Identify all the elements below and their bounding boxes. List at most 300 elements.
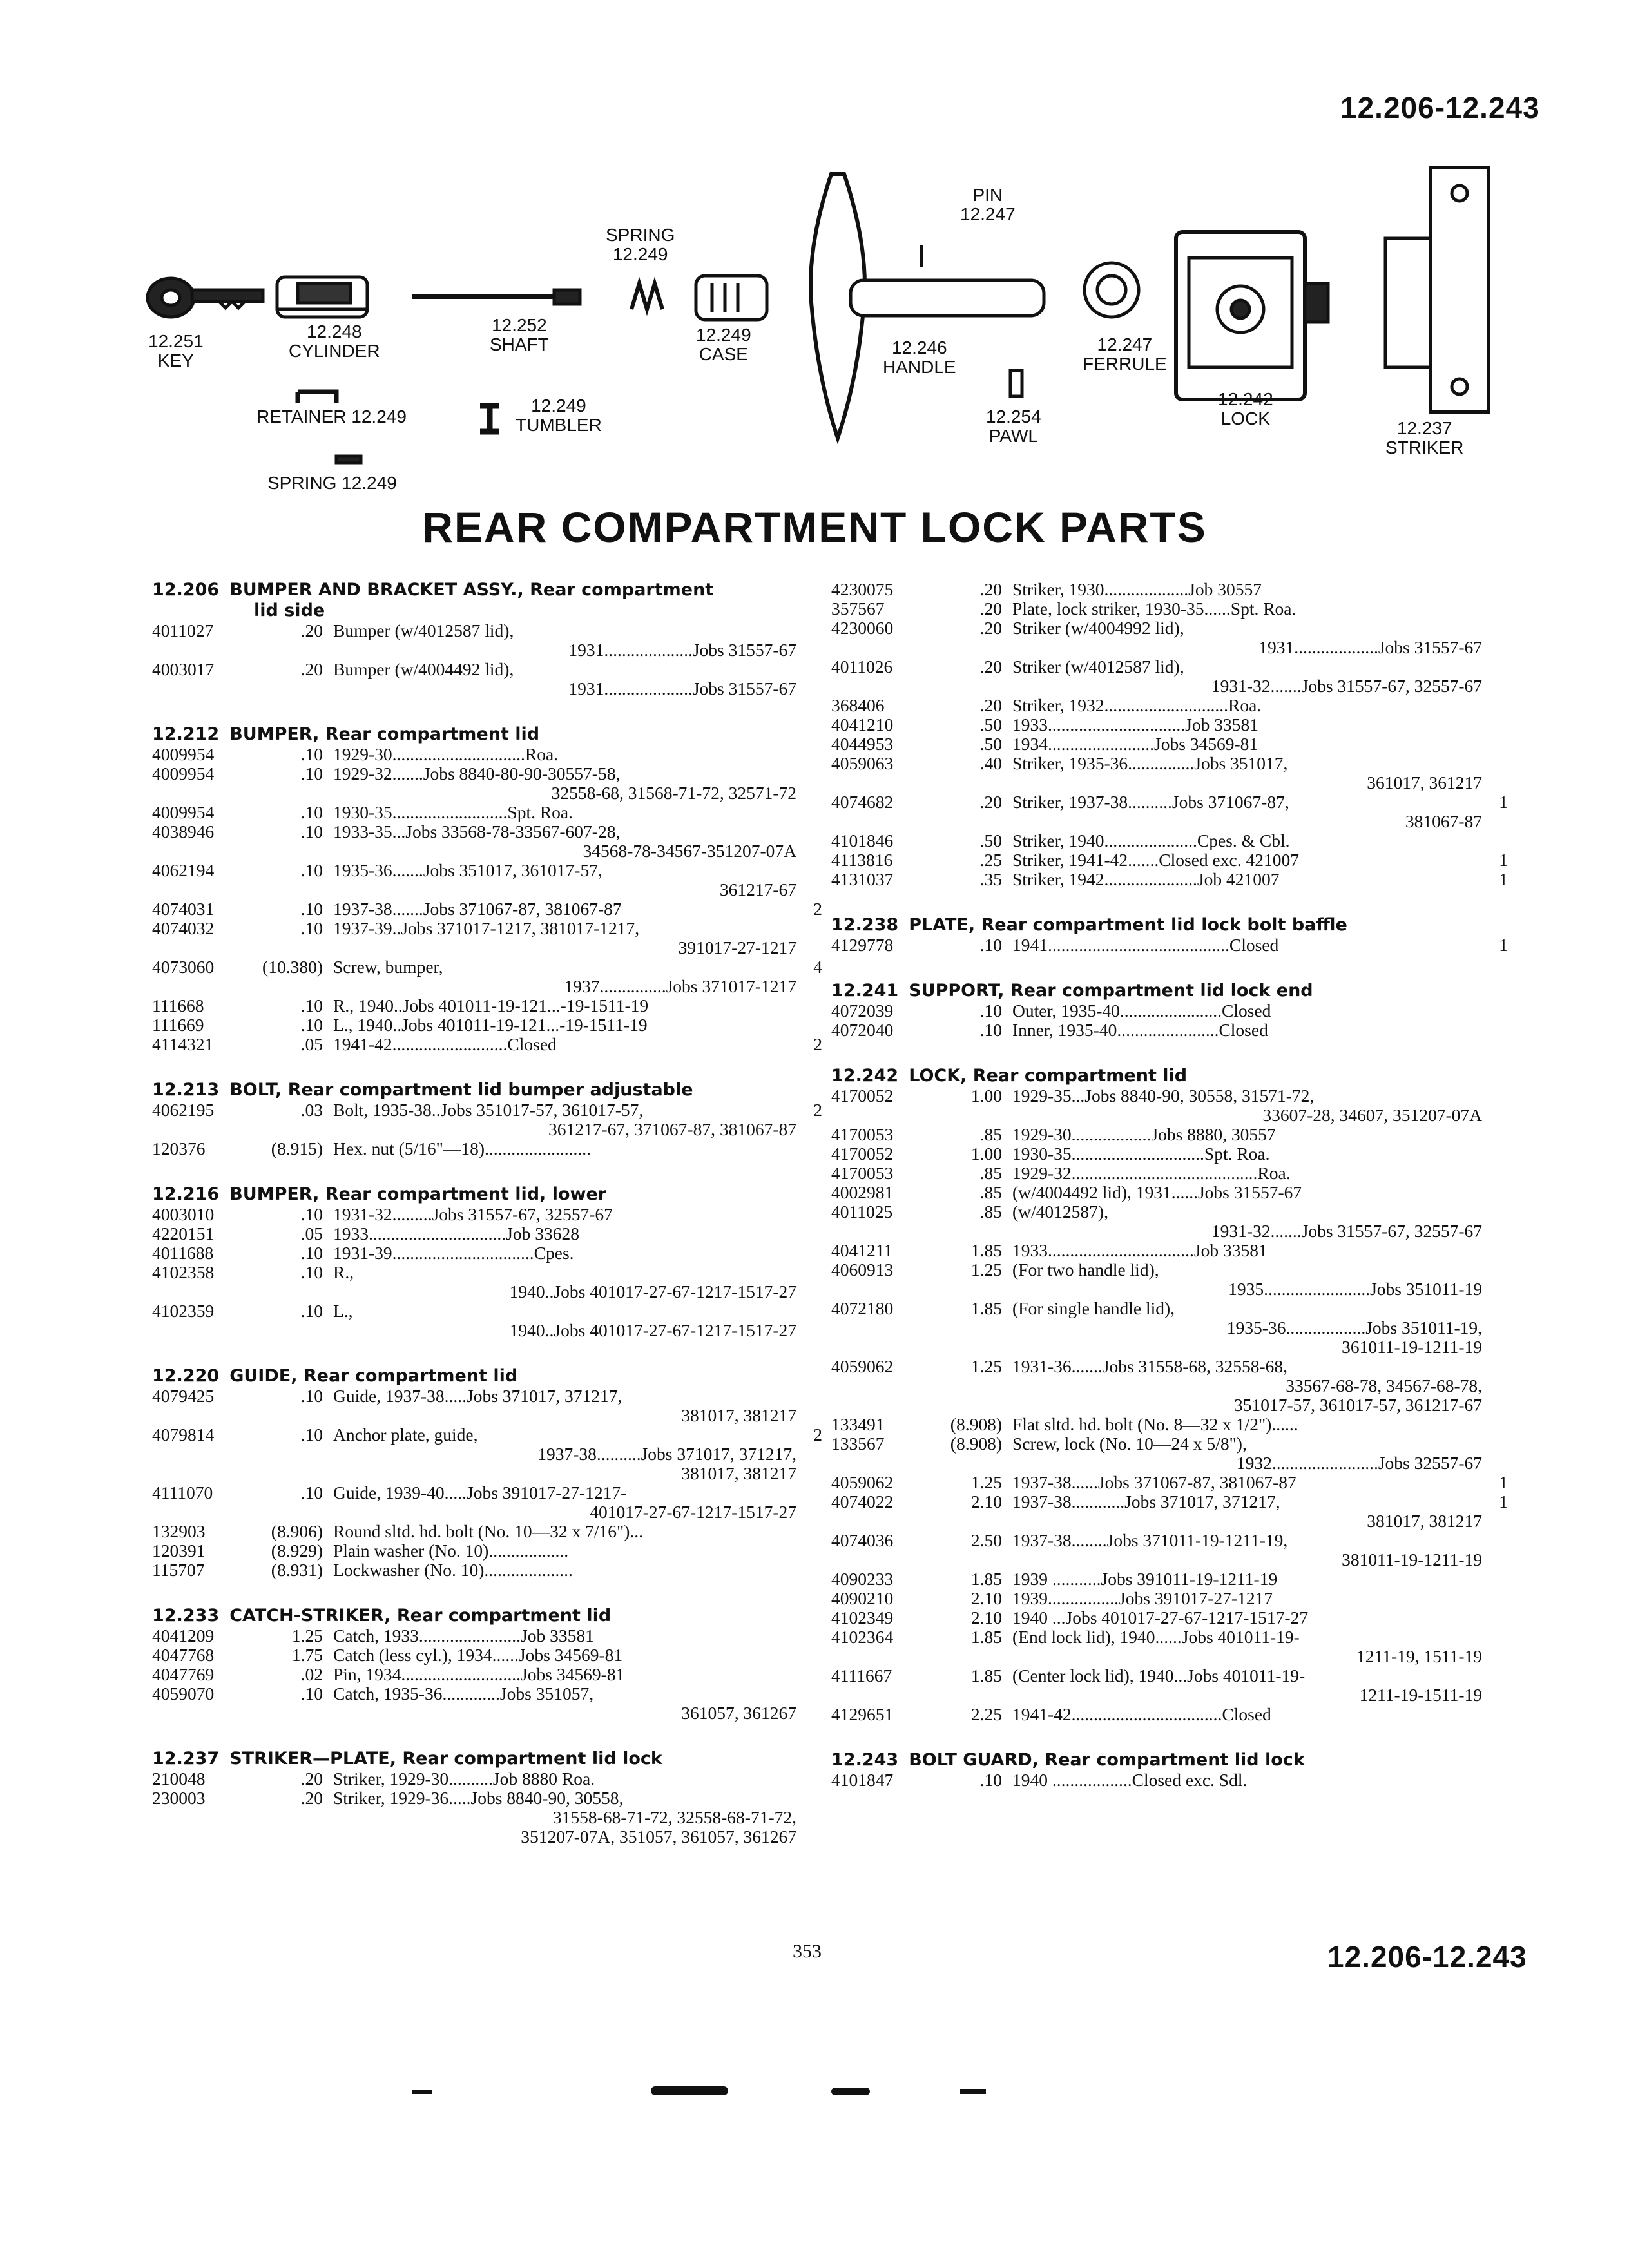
part-number: 132903 xyxy=(152,1521,206,1541)
part-row xyxy=(152,861,822,899)
part-number: 4002981 xyxy=(831,1182,894,1202)
part-quantity xyxy=(1482,1628,1508,1666)
description-line: 1931-39................................Cpes. xyxy=(333,1243,574,1263)
part-price: .25 xyxy=(979,850,1002,870)
description-line: 1937-38.......Jobs 371067-87, 381067-87 xyxy=(333,899,622,919)
section-code: 12.213 xyxy=(152,1080,220,1100)
part-row xyxy=(152,745,822,764)
part-row xyxy=(831,1570,1508,1589)
description-continuation: 1931....................Jobs 31557-67 xyxy=(568,678,796,698)
section-title: BOLT GUARD, Rear compartment lid lock xyxy=(909,1750,1305,1770)
part-quantity xyxy=(1482,1666,1508,1705)
part-description xyxy=(1012,850,1482,870)
part-number: 133567 xyxy=(831,1434,885,1454)
description-continuation: 381067-87 xyxy=(1405,811,1482,831)
part-quantity xyxy=(1482,1241,1508,1260)
part-description xyxy=(333,1483,796,1522)
parts-section xyxy=(152,1366,822,1580)
part-price: 1.25 xyxy=(970,1356,1002,1376)
part-description xyxy=(1012,1608,1482,1628)
part-number: 4011026 xyxy=(831,657,893,677)
part-row xyxy=(152,1425,822,1483)
part-price: .35 xyxy=(979,869,1002,889)
section-code: 12.241 xyxy=(831,981,899,1001)
part-description xyxy=(1012,619,1482,657)
part-description xyxy=(333,899,796,919)
part-row xyxy=(831,1415,1508,1434)
part-price: .05 xyxy=(300,1034,323,1054)
part-number: 115707 xyxy=(152,1560,205,1580)
part-price: .20 xyxy=(979,618,1002,638)
part-row xyxy=(831,1144,1508,1164)
part-description xyxy=(333,1139,796,1158)
part-description xyxy=(1012,1357,1482,1415)
part-quantity xyxy=(796,1224,822,1244)
label-retainer: RETAINER 12.249 xyxy=(256,407,407,427)
part-description xyxy=(333,1684,796,1723)
section-title-cont: lid side xyxy=(254,601,325,620)
part-price: .10 xyxy=(300,1204,323,1224)
part-quantity xyxy=(796,996,822,1015)
parts-list-left-column xyxy=(152,580,822,1872)
part-quantity xyxy=(1482,619,1508,657)
section-code: 12.243 xyxy=(831,1750,899,1770)
description-line: 1933.................................Job 33581 xyxy=(1012,1240,1268,1260)
part-quantity: 1 xyxy=(1499,869,1508,889)
part-row xyxy=(152,660,822,698)
description-line: 1935-36.......Jobs 351017, 361017-57, xyxy=(333,860,602,880)
part-quantity xyxy=(796,1561,822,1580)
part-row xyxy=(831,1531,1508,1570)
part-row xyxy=(152,1263,822,1302)
part-price: .10 xyxy=(300,899,323,919)
part-price: (8.931) xyxy=(271,1560,323,1580)
part-quantity xyxy=(1482,754,1508,793)
part-quantity xyxy=(1482,1589,1508,1608)
description-line: 1931-36.......Jobs 31558-68, 32558-68, xyxy=(1012,1356,1288,1376)
shaft-drawing xyxy=(412,290,580,304)
part-number: 133491 xyxy=(831,1414,885,1434)
part-number: 4113816 xyxy=(831,850,893,870)
part-description xyxy=(1012,1531,1482,1570)
key-drawing xyxy=(148,278,263,317)
part-price: .50 xyxy=(979,831,1002,850)
part-quantity xyxy=(1482,1531,1508,1570)
part-quantity xyxy=(796,745,822,764)
part-row xyxy=(831,657,1508,696)
part-quantity xyxy=(1482,1183,1508,1202)
description-continuation: 1931...................Jobs 31557-67 xyxy=(1258,637,1482,657)
description-continuation: 1935-36..................Jobs 351011-19, 361011-19-1211-19 xyxy=(1226,1318,1482,1357)
part-description xyxy=(333,660,796,698)
part-row xyxy=(152,1302,822,1340)
description-line: L., 1940..Jobs 401011-19-121...-19-1511-19 xyxy=(333,1015,648,1035)
part-row xyxy=(152,1244,822,1263)
part-description xyxy=(1012,599,1482,619)
section-heading xyxy=(831,1066,1508,1086)
parts-section xyxy=(152,580,822,698)
part-description xyxy=(333,861,796,899)
description-continuation: 34568-78-34567-351207-07A xyxy=(583,841,796,861)
part-number: 4073060 xyxy=(152,957,215,977)
part-price: .20 xyxy=(979,695,1002,715)
label-cylinder: 12.248 CYLINDER xyxy=(289,322,380,361)
part-description xyxy=(333,919,796,957)
part-description xyxy=(333,1646,796,1665)
part-number: 4074682 xyxy=(831,792,894,812)
description-line: Striker, 1929-36.....Jobs 8840-90, 30558, xyxy=(333,1788,624,1808)
part-row xyxy=(831,1299,1508,1357)
cylinder-drawing xyxy=(277,277,367,317)
part-price: .20 xyxy=(300,1769,323,1789)
part-price: .10 xyxy=(300,744,323,764)
description-continuation: 31558-68-71-72, 32558-68-71-72, 351207-07A, 351057, 361057, 361267 xyxy=(521,1807,796,1847)
part-quantity xyxy=(796,861,822,899)
part-price: .10 xyxy=(979,1020,1002,1040)
part-quantity xyxy=(1482,1260,1508,1299)
section-title: PLATE, Rear compartment lid lock bolt baffle xyxy=(909,915,1347,935)
part-number: 4220151 xyxy=(152,1224,215,1244)
description-line: Striker, 1937-38..........Jobs 371067-87, xyxy=(1012,792,1289,812)
parts-section xyxy=(152,1080,822,1158)
section-heading xyxy=(152,1184,822,1205)
part-description xyxy=(1012,1202,1482,1241)
part-quantity xyxy=(1482,1415,1508,1434)
part-price: 2.10 xyxy=(970,1588,1002,1608)
description-line: Screw, lock (No. 10—24 x 5/8"), xyxy=(1012,1434,1247,1454)
part-description xyxy=(1012,735,1482,754)
description-continuation: 1932........................Jobs 32557-67 xyxy=(1236,1453,1482,1473)
part-price: .10 xyxy=(300,1301,323,1321)
part-row xyxy=(831,1260,1508,1299)
section-heading xyxy=(152,1080,822,1100)
part-quantity: 2 xyxy=(813,1425,822,1445)
description-line: 1933...............................Job 33581 xyxy=(1012,715,1258,735)
part-price: 1.85 xyxy=(970,1240,1002,1260)
part-row xyxy=(831,696,1508,715)
parts-section xyxy=(831,1750,1508,1790)
part-description xyxy=(1012,1086,1482,1125)
part-quantity xyxy=(796,764,822,803)
part-price: .85 xyxy=(979,1124,1002,1144)
part-description xyxy=(1012,1299,1482,1357)
part-row xyxy=(831,1021,1508,1040)
part-row xyxy=(831,1125,1508,1144)
parts-section xyxy=(831,1066,1508,1724)
part-price: 1.00 xyxy=(970,1144,1002,1164)
part-number: 4003017 xyxy=(152,659,215,679)
description-line: Bolt, 1935-38..Jobs 351017-57, 361017-57, xyxy=(333,1100,644,1120)
part-quantity xyxy=(796,919,822,957)
part-description xyxy=(1012,1260,1482,1299)
part-row xyxy=(831,619,1508,657)
part-quantity xyxy=(796,803,822,822)
part-row xyxy=(831,1608,1508,1628)
parts-list-right-column xyxy=(831,580,1508,1816)
part-price: .10 xyxy=(300,1483,323,1503)
parts-section xyxy=(831,915,1508,955)
part-quantity xyxy=(796,1684,822,1723)
description-line: Screw, bumper, xyxy=(333,957,443,977)
description-line: Striker, 1942.....................Job 421007 xyxy=(1012,869,1280,889)
parts-diagram xyxy=(129,155,1547,515)
part-description xyxy=(1012,1021,1482,1040)
part-row xyxy=(831,1473,1508,1492)
part-description xyxy=(333,1100,796,1139)
part-row xyxy=(831,754,1508,793)
description-line: Catch (less cyl.), 1934......Jobs 34569-81 xyxy=(333,1645,623,1665)
part-number: 120391 xyxy=(152,1541,206,1561)
part-row xyxy=(152,1789,822,1847)
part-description xyxy=(333,1015,796,1035)
part-row xyxy=(831,1202,1508,1241)
part-number: 111669 xyxy=(152,1015,204,1035)
description-line: 1929-32..........................................Roa. xyxy=(1012,1163,1291,1183)
part-description xyxy=(1012,1589,1482,1608)
part-quantity xyxy=(1482,599,1508,619)
description-line: 1929-30..............................Roa. xyxy=(333,744,559,764)
label-striker: 12.237 STRIKER xyxy=(1385,418,1464,457)
part-quantity xyxy=(1482,1299,1508,1357)
description-line: L., xyxy=(333,1301,353,1321)
description-continuation: 361217-67, 371067-87, 381067-87 xyxy=(548,1119,796,1139)
section-heading xyxy=(152,1606,822,1626)
description-line: 1937-38........Jobs 371011-19-1211-19, xyxy=(1012,1530,1288,1550)
description-line: 1930-35..........................Spt. Roa. xyxy=(333,802,574,822)
part-number: 4102364 xyxy=(831,1627,894,1647)
part-description xyxy=(333,745,796,764)
description-line: 1930-35..............................Spt. Roa. xyxy=(1012,1144,1270,1164)
part-price: .20 xyxy=(300,659,323,679)
part-number: 4079425 xyxy=(152,1386,215,1406)
part-row xyxy=(831,1492,1508,1531)
part-description xyxy=(333,996,796,1015)
part-row xyxy=(831,936,1508,955)
part-price: 1.00 xyxy=(970,1086,1002,1106)
label-ferrule: 12.247 FERRULE xyxy=(1083,334,1167,374)
part-row xyxy=(831,850,1508,870)
part-number: 4072040 xyxy=(831,1020,894,1040)
description-line: Bumper (w/4012587 lid), xyxy=(333,620,514,640)
part-price: .10 xyxy=(979,1001,1002,1021)
part-description xyxy=(1012,1164,1482,1183)
part-quantity xyxy=(1482,1086,1508,1125)
part-quantity xyxy=(1482,1001,1508,1021)
part-description xyxy=(333,803,796,822)
part-number: 4062195 xyxy=(152,1100,215,1120)
description-line: Lockwasher (No. 10).................... xyxy=(333,1560,573,1580)
part-quantity xyxy=(796,621,822,660)
description-line: R., xyxy=(333,1262,354,1282)
part-price: 2.10 xyxy=(970,1492,1002,1512)
part-price: .10 xyxy=(300,860,323,880)
part-description xyxy=(1012,1241,1482,1260)
part-description xyxy=(1012,1125,1482,1144)
part-number: 4114321 xyxy=(152,1034,214,1054)
part-description xyxy=(333,1626,796,1646)
section-title: LOCK, Rear compartment lid xyxy=(909,1066,1188,1086)
part-row xyxy=(831,1589,1508,1608)
part-quantity xyxy=(796,1646,822,1665)
part-quantity xyxy=(796,1626,822,1646)
part-description xyxy=(333,1205,796,1224)
part-quantity xyxy=(1482,580,1508,599)
part-number: 4038946 xyxy=(152,822,215,841)
part-price: .10 xyxy=(300,1684,323,1704)
description-line: 1929-35...Jobs 8840-90, 30558, 31571-72, xyxy=(1012,1086,1315,1106)
parts-section xyxy=(831,580,1508,889)
part-price: .40 xyxy=(979,753,1002,773)
part-price: 2.25 xyxy=(970,1704,1002,1724)
part-price: .05 xyxy=(300,1224,323,1244)
part-row xyxy=(152,822,822,861)
part-price: .10 xyxy=(979,1770,1002,1790)
section-heading xyxy=(831,1750,1508,1771)
part-price: .85 xyxy=(979,1182,1002,1202)
part-row xyxy=(152,1626,822,1646)
part-quantity xyxy=(796,1789,822,1847)
part-price: .10 xyxy=(300,1243,323,1263)
part-description xyxy=(1012,793,1482,831)
description-line: Striker, 1932............................Roa. xyxy=(1012,695,1262,715)
description-line: Catch, 1933.......................Job 33581 xyxy=(333,1626,594,1646)
description-continuation: 381017, 381217 xyxy=(681,1405,796,1425)
part-description xyxy=(1012,1183,1482,1202)
lock-drawing xyxy=(1176,232,1328,399)
description-line: Flat sltd. hd. bolt (No. 8—32 x 1/2")...... xyxy=(1012,1414,1298,1434)
section-code: 12.206 xyxy=(152,580,220,600)
part-number: 4170052 xyxy=(831,1086,894,1106)
part-row xyxy=(831,1705,1508,1724)
part-row xyxy=(152,1646,822,1665)
part-number: 4047768 xyxy=(152,1645,215,1665)
part-row xyxy=(831,831,1508,850)
part-quantity: 2 xyxy=(813,1034,822,1054)
part-description xyxy=(333,1541,796,1561)
part-row xyxy=(152,1561,822,1580)
part-quantity xyxy=(1482,1164,1508,1183)
section-code: 12.212 xyxy=(152,724,220,744)
part-price: .20 xyxy=(300,1788,323,1808)
striker-drawing xyxy=(1385,168,1489,412)
label-spring-small: SPRING 12.249 xyxy=(267,473,397,493)
parts-section xyxy=(152,1606,822,1723)
part-row xyxy=(831,1086,1508,1125)
parts-section xyxy=(152,1749,822,1847)
part-row xyxy=(831,735,1508,754)
part-description xyxy=(1012,754,1482,793)
description-line: 1939 ...........Jobs 391011-19-1211-19 xyxy=(1012,1569,1278,1589)
part-quantity xyxy=(1482,1434,1508,1473)
section-heading xyxy=(831,981,1508,1001)
section-code: 12.242 xyxy=(831,1066,899,1086)
part-quantity xyxy=(796,1015,822,1035)
part-price: .10 xyxy=(300,995,323,1015)
part-price: 1.85 xyxy=(970,1627,1002,1647)
description-line: Outer, 1935-40.......................Closed xyxy=(1012,1001,1271,1021)
part-description xyxy=(333,1035,796,1054)
part-description xyxy=(333,957,796,996)
part-quantity xyxy=(1482,715,1508,735)
part-number: 230003 xyxy=(152,1788,206,1808)
part-description xyxy=(1012,936,1482,955)
section-title: BUMPER, Rear compartment lid xyxy=(229,724,540,744)
description-continuation: 381017, 381217 xyxy=(1367,1511,1482,1531)
part-row xyxy=(831,1001,1508,1021)
description-continuation: 1937-38..........Jobs 371017, 371217, 381017, 381217 xyxy=(537,1444,796,1483)
part-row xyxy=(152,621,822,660)
part-quantity xyxy=(796,1541,822,1561)
description-line: R., 1940..Jobs 401011-19-121...-19-1511-19 xyxy=(333,995,649,1015)
part-price: 1.25 xyxy=(291,1626,323,1646)
section-title: BUMPER, Rear compartment lid, lower xyxy=(229,1184,607,1204)
part-quantity xyxy=(1482,1357,1508,1415)
part-row xyxy=(831,1164,1508,1183)
part-description xyxy=(1012,1771,1482,1790)
part-row xyxy=(152,1541,822,1561)
label-tumbler: 12.249 TUMBLER xyxy=(516,396,602,435)
part-number: 4062194 xyxy=(152,860,215,880)
scan-artifacts xyxy=(0,2081,1629,2100)
part-price: .20 xyxy=(979,599,1002,619)
part-quantity xyxy=(796,822,822,861)
description-continuation: 361217-67 xyxy=(719,879,796,899)
part-price: (8.915) xyxy=(271,1139,323,1158)
part-description xyxy=(1012,1434,1482,1473)
part-description xyxy=(1012,1492,1482,1531)
part-description xyxy=(1012,657,1482,696)
part-row xyxy=(831,793,1508,831)
part-row xyxy=(831,1771,1508,1790)
page-reference-top: 12.206-12.243 xyxy=(1340,91,1540,124)
part-price: .02 xyxy=(300,1664,323,1684)
description-line: (End lock lid), 1940......Jobs 401011-19- xyxy=(1012,1627,1300,1647)
part-description xyxy=(333,1387,796,1425)
label-spring: SPRING 12.249 xyxy=(606,225,675,264)
part-row xyxy=(831,1357,1508,1415)
description-continuation: 401017-27-67-1217-1517-27 xyxy=(590,1502,796,1522)
part-quantity xyxy=(796,1302,822,1340)
part-number: 4074022 xyxy=(831,1492,894,1512)
part-quantity xyxy=(796,1263,822,1302)
description-continuation: 391017-27-1217 xyxy=(678,937,796,957)
label-lock: 12.242 LOCK xyxy=(1218,389,1273,428)
part-quantity xyxy=(796,1522,822,1541)
part-quantity xyxy=(1482,1771,1508,1790)
part-price: .10 xyxy=(300,918,323,938)
section-title: GUIDE, Rear compartment lid xyxy=(229,1366,518,1386)
description-continuation: 1211-19-1511-19 xyxy=(1359,1685,1482,1705)
parts-section xyxy=(152,724,822,1054)
section-title: BOLT, Rear compartment lid bumper adjustable xyxy=(229,1080,693,1100)
description-line: Striker, 1930...................Job 30557 xyxy=(1012,579,1262,599)
part-description xyxy=(1012,696,1482,715)
part-price: 1.85 xyxy=(970,1298,1002,1318)
part-quantity xyxy=(1482,1570,1508,1589)
description-continuation: 381011-19-1211-19 xyxy=(1342,1550,1482,1570)
part-number: 4072180 xyxy=(831,1298,894,1318)
part-quantity xyxy=(1482,1125,1508,1144)
part-number: 4074036 xyxy=(831,1530,894,1550)
part-number: 4011688 xyxy=(152,1243,214,1263)
part-description xyxy=(333,621,796,660)
part-row xyxy=(152,1205,822,1224)
description-line: Guide, 1939-40.....Jobs 391017-27-1217- xyxy=(333,1483,627,1503)
description-line: Striker (w/4012587 lid), xyxy=(1012,657,1184,677)
part-description xyxy=(1012,1473,1482,1492)
part-number: 4059070 xyxy=(152,1684,215,1704)
part-quantity: 2 xyxy=(813,899,822,919)
